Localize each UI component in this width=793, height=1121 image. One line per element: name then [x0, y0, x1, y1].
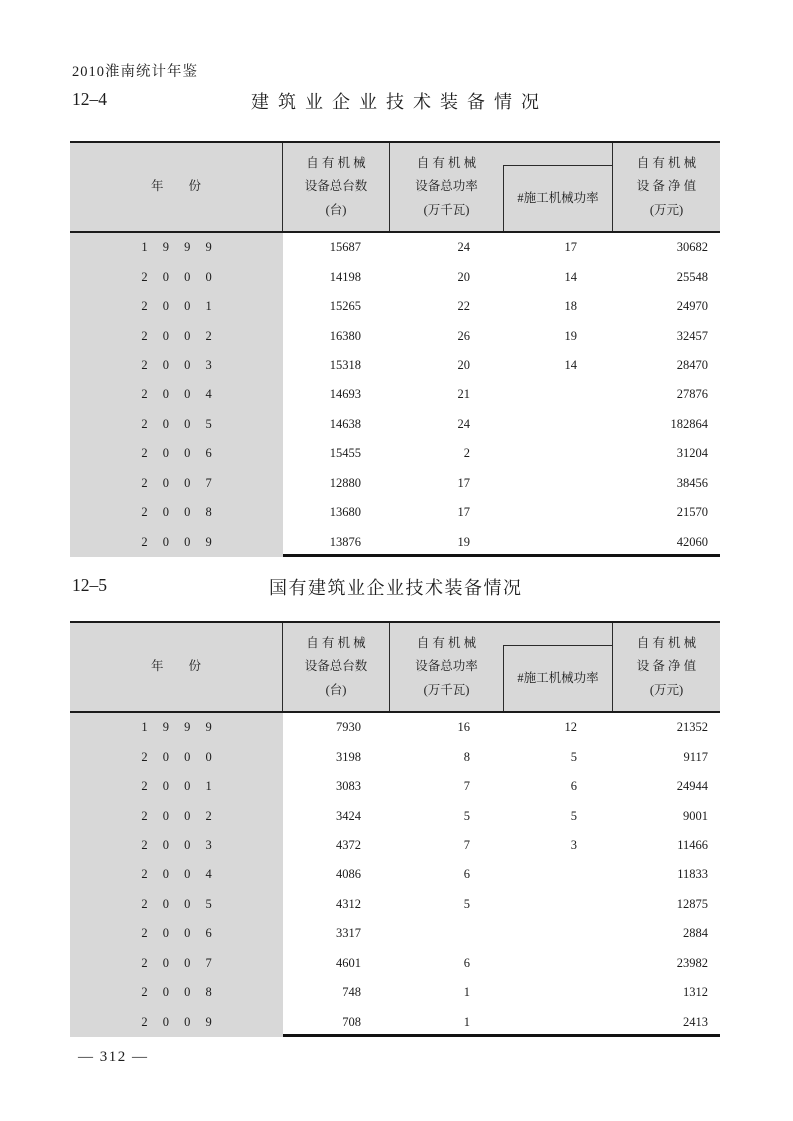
cell-total-power: 26: [457, 328, 470, 343]
cell-construction-power: 6: [570, 779, 577, 794]
table-12-4-title-row: [70, 88, 720, 114]
cell-equipment-units: 13876: [329, 534, 361, 549]
cell-total-power: 16: [457, 720, 470, 735]
cell-equipment-units: 3424: [336, 808, 361, 823]
table-12-5-code: 12–5: [72, 575, 107, 595]
col-header-net-line3: (万元): [649, 202, 684, 217]
cell-net-value: 182864: [670, 416, 708, 431]
table-12-4: [70, 141, 720, 557]
table-row: [70, 233, 720, 262]
cell-construction-power: [503, 498, 612, 527]
cell-year: 2 0 0 7: [70, 949, 283, 978]
cell-construction-power: [503, 469, 612, 498]
col-header-net-line1: 自 有 机 械: [636, 156, 697, 171]
table-row: [70, 890, 720, 919]
col-header-construction-power: #施工机械功率: [503, 645, 612, 711]
cell-net-value: 27876: [676, 387, 708, 402]
table-row: [70, 351, 720, 380]
cell-net-value: 12875: [676, 896, 708, 911]
cell-equipment-units: 13680: [329, 505, 361, 520]
cell-equipment-units: 4086: [336, 867, 361, 882]
col-header-construction-power: #施工机械功率: [503, 165, 612, 231]
cell-construction-power: 18: [564, 299, 577, 314]
col-header-year: 年 份: [70, 143, 283, 231]
cell-net-value: 2413: [683, 1014, 708, 1029]
cell-equipment-units: 708: [342, 1014, 361, 1029]
cell-net-value: 9001: [683, 808, 708, 823]
cell-equipment-units: 15265: [329, 299, 361, 314]
cell-equipment-units: 3317: [336, 926, 361, 941]
cell-net-value: 38456: [676, 475, 708, 490]
col-header-net-line3: (万元): [649, 682, 684, 697]
cell-equipment-units: 7930: [336, 720, 361, 735]
cell-total-power: 5: [463, 808, 470, 823]
cell-total-power: 24: [457, 240, 470, 255]
cell-total-power: 20: [457, 357, 470, 372]
col-header-total-power: [390, 143, 503, 231]
cell-year: 2 0 0 7: [70, 469, 283, 498]
col-header-net-line2: 设 备 净 值: [636, 179, 697, 194]
table-row: [70, 772, 720, 801]
cell-equipment-units: 748: [342, 985, 361, 1000]
cell-total-power: [390, 919, 503, 948]
table-12-4-title: 建筑业企业技术装备情况: [251, 92, 548, 112]
cell-net-value: 1312: [683, 985, 708, 1000]
col-header-units-line2: 设备总台数: [304, 179, 368, 194]
cell-net-value: 11833: [677, 867, 708, 882]
cell-construction-power: 3: [570, 837, 577, 852]
cell-construction-power: [503, 949, 612, 978]
table-12-5-header: [70, 621, 720, 713]
cell-net-value: 31204: [676, 446, 708, 461]
col-header-power-line3: (万千瓦): [423, 682, 470, 697]
table-row: [70, 801, 720, 830]
col-header-units-line1: 自 有 机 械: [306, 156, 366, 171]
col-header-units-line2: 设备总台数: [304, 659, 368, 674]
cell-year: 2 0 0 5: [70, 890, 283, 919]
cell-year: 2 0 0 9: [70, 1007, 283, 1036]
cell-construction-power: [503, 860, 612, 889]
table-row: [70, 410, 720, 439]
cell-net-value: 9117: [683, 749, 708, 764]
col-header-year: 年 份: [70, 623, 283, 711]
cell-construction-power: 17: [564, 240, 577, 255]
cell-net-value: 23982: [676, 955, 708, 970]
table-row: [70, 321, 720, 350]
table-row: [70, 469, 720, 498]
table-12-5: [70, 621, 720, 1037]
cell-total-power: 2: [463, 446, 470, 461]
cell-equipment-units: 14198: [329, 269, 361, 284]
table-row: [70, 1007, 720, 1036]
table-12-5-title-row: [70, 574, 720, 600]
cell-construction-power: [503, 890, 612, 919]
cell-total-power: 7: [463, 779, 470, 794]
col-header-power-line1: 自 有 机 械: [416, 636, 477, 651]
cell-total-power: 21: [457, 387, 470, 402]
col-header-power-line1: 自 有 机 械: [416, 156, 477, 171]
cell-construction-power: [503, 410, 612, 439]
cell-year: 2 0 0 6: [70, 919, 283, 948]
table-12-4-code: 12–4: [72, 89, 107, 109]
cell-year: 2 0 0 2: [70, 321, 283, 350]
cell-total-power: 20: [457, 269, 470, 284]
col-header-power-line2: 设备总功率: [415, 179, 478, 194]
cell-year: 2 0 0 5: [70, 410, 283, 439]
cell-construction-power: 5: [570, 749, 577, 764]
cell-total-power: 19: [457, 534, 470, 549]
cell-year: 2 0 0 3: [70, 351, 283, 380]
cell-year: 2 0 0 4: [70, 380, 283, 409]
cell-year: 2 0 0 2: [70, 801, 283, 830]
cell-year: 2 0 0 6: [70, 439, 283, 468]
cell-year: 2 0 0 0: [70, 742, 283, 771]
cell-year: 2 0 0 4: [70, 860, 283, 889]
table-12-4-header: [70, 141, 720, 233]
cell-equipment-units: 4601: [336, 955, 361, 970]
cell-construction-power: [503, 1007, 612, 1036]
cell-equipment-units: 3198: [336, 749, 361, 764]
col-header-net-line1: 自 有 机 械: [636, 636, 697, 651]
table-12-5-title: 国有建筑业企业技术装备情况: [269, 578, 523, 598]
cell-construction-power: 14: [564, 269, 577, 284]
cell-net-value: 21352: [676, 720, 708, 735]
cell-total-power: 17: [457, 475, 470, 490]
table-row: [70, 262, 720, 291]
table-row: [70, 527, 720, 556]
yearbook-header: 2010淮南统计年鉴: [72, 64, 198, 80]
col-header-net-value: [612, 623, 720, 711]
cell-equipment-units: 15318: [329, 357, 361, 372]
col-header-net-value: [612, 143, 720, 231]
cell-equipment-units: 15687: [329, 240, 361, 255]
cell-construction-power: [503, 919, 612, 948]
cell-total-power: 24: [457, 416, 470, 431]
table-row: [70, 380, 720, 409]
cell-year: 2 0 0 9: [70, 527, 283, 556]
cell-equipment-units: 14693: [329, 387, 361, 402]
table-row: [70, 742, 720, 771]
table-row: [70, 860, 720, 889]
cell-equipment-units: 3083: [336, 779, 361, 794]
cell-net-value: 11466: [677, 837, 708, 852]
cell-net-value: 21570: [676, 505, 708, 520]
col-header-units-line1: 自 有 机 械: [306, 636, 366, 651]
cell-year: 1 9 9 9: [70, 713, 283, 742]
cell-year: 2 0 0 8: [70, 978, 283, 1007]
cell-construction-power: 14: [564, 357, 577, 372]
cell-year: 2 0 0 0: [70, 262, 283, 291]
cell-construction-power: [503, 380, 612, 409]
table-row: [70, 439, 720, 468]
cell-equipment-units: 4372: [336, 837, 361, 852]
table-row: [70, 831, 720, 860]
cell-total-power: 6: [463, 955, 470, 970]
cell-net-value: 24944: [676, 779, 708, 794]
table-row: [70, 713, 720, 742]
cell-construction-power: [503, 978, 612, 1007]
cell-net-value: 32457: [676, 328, 708, 343]
cell-construction-power: [503, 527, 612, 556]
cell-net-value: 42060: [676, 534, 708, 549]
table-row: [70, 949, 720, 978]
col-header-total-power: [390, 623, 503, 711]
cell-total-power: 1: [463, 985, 470, 1000]
col-header-units: [283, 623, 390, 711]
table-row: [70, 978, 720, 1007]
col-header-units: [283, 143, 390, 231]
cell-year: 2 0 0 8: [70, 498, 283, 527]
cell-construction-power: 5: [570, 808, 577, 823]
col-header-net-line2: 设 备 净 值: [636, 659, 697, 674]
table-12-4-body: [70, 233, 720, 557]
cell-total-power: 22: [457, 299, 470, 314]
cell-construction-power: 19: [564, 328, 577, 343]
cell-equipment-units: 4312: [336, 896, 361, 911]
cell-year: 1 9 9 9: [70, 233, 283, 262]
cell-equipment-units: 14638: [329, 416, 361, 431]
cell-net-value: 28470: [676, 357, 708, 372]
cell-total-power: 7: [463, 837, 470, 852]
col-header-units-line3: (台): [325, 682, 347, 697]
cell-equipment-units: 12880: [329, 475, 361, 490]
cell-equipment-units: 16380: [329, 328, 361, 343]
table-row: [70, 498, 720, 527]
cell-year: 2 0 0 1: [70, 292, 283, 321]
cell-total-power: 17: [457, 505, 470, 520]
cell-total-power: 6: [463, 867, 470, 882]
cell-total-power: 1: [463, 1014, 470, 1029]
col-header-power-line2: 设备总功率: [415, 659, 478, 674]
cell-total-power: 8: [463, 749, 470, 764]
table-12-5-body: [70, 713, 720, 1037]
cell-year: 2 0 0 3: [70, 831, 283, 860]
cell-equipment-units: 15455: [329, 446, 361, 461]
cell-net-value: 2884: [683, 926, 708, 941]
cell-construction-power: 12: [564, 720, 577, 735]
col-header-units-line3: (台): [325, 202, 347, 217]
table-row: [70, 292, 720, 321]
table-row: [70, 919, 720, 948]
cell-net-value: 30682: [676, 240, 708, 255]
cell-total-power: 5: [463, 896, 470, 911]
col-header-power-line3: (万千瓦): [423, 202, 470, 217]
cell-net-value: 25548: [676, 269, 708, 284]
cell-year: 2 0 0 1: [70, 772, 283, 801]
cell-net-value: 24970: [676, 299, 708, 314]
page-number: — 312 —: [78, 1049, 149, 1065]
cell-construction-power: [503, 439, 612, 468]
